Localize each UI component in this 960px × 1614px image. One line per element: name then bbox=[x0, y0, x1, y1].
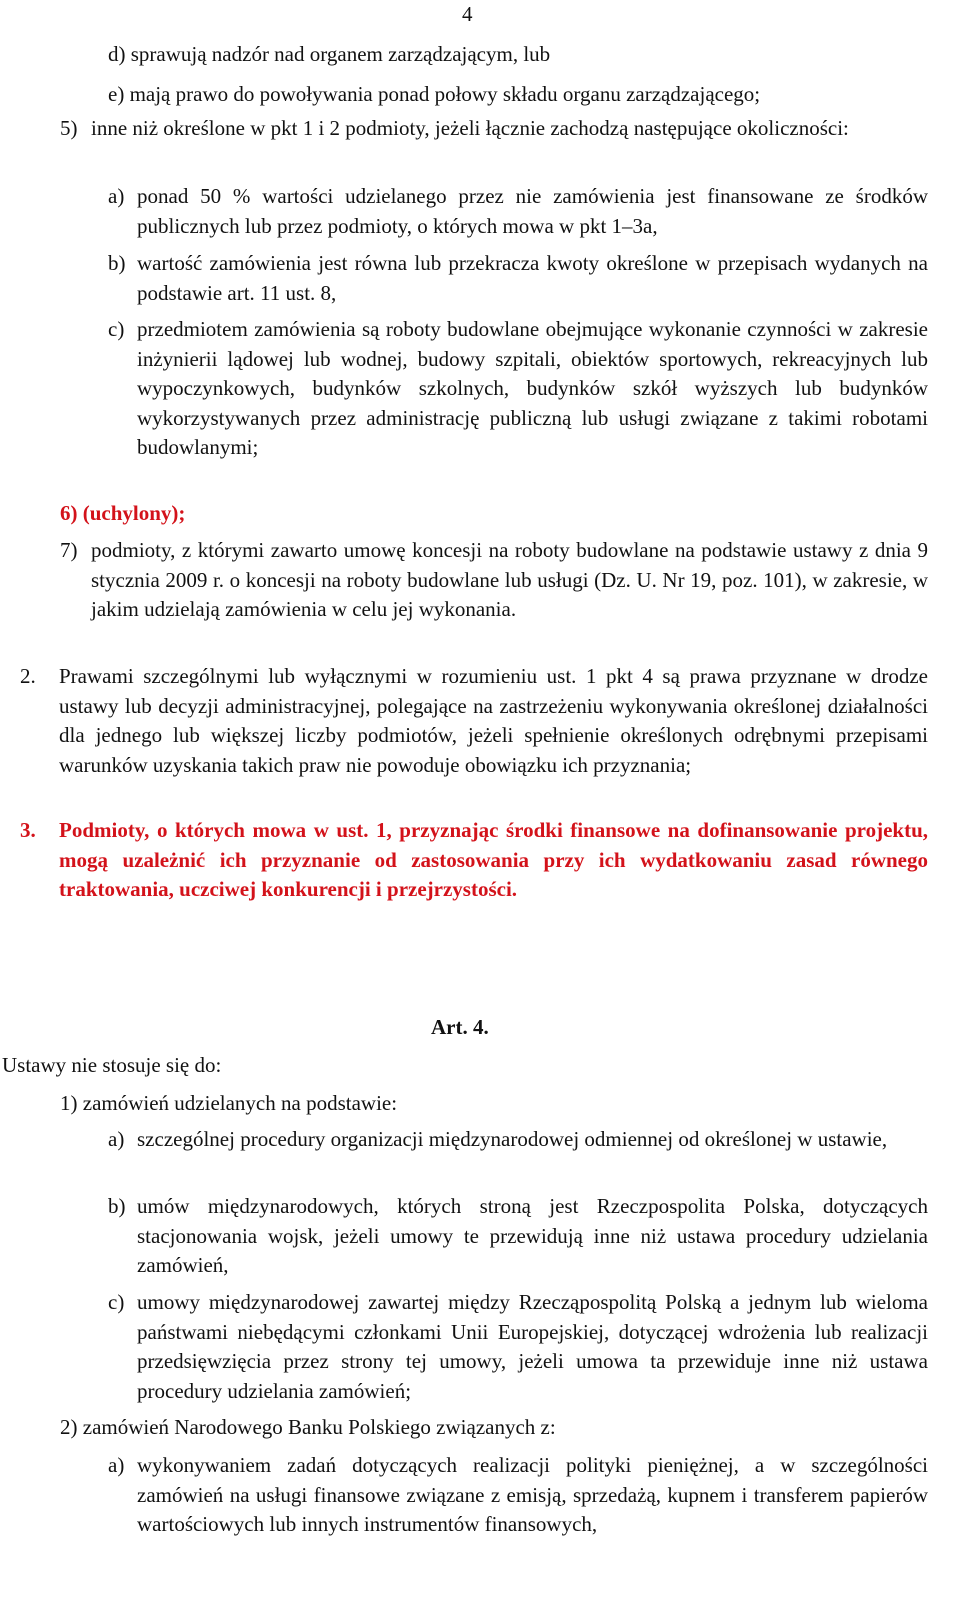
art-item-1a-text: szczególnej procedury organizacji międzynarodowej odmiennej od określonej w ustawie, bbox=[137, 1127, 888, 1151]
paragraph-2 bbox=[20, 662, 928, 780]
list-item-6: 6) (uchylony); bbox=[60, 501, 186, 525]
list-item-5a bbox=[108, 182, 928, 241]
paragraph-2-label: 2. bbox=[20, 664, 36, 688]
paragraph-2-text: Prawami szczególnymi lub wyłącznymi w rozumieniu ust. 1 pkt 4 są prawa przyznane w drodze ustawy lub decyzji administracyjnej, polegające na zastrzeżeniu wykonywania określonej działalności dla jednego lub większej liczby podmiotów, jeżeli spełnienie określonych odrębnymi przepisami warunków uzyskania takich praw nie powoduje obowiązku ich przyznania; bbox=[59, 664, 928, 777]
list-item-5 bbox=[60, 114, 928, 144]
art-item-1c bbox=[108, 1288, 928, 1406]
paragraph-3-text: Podmioty, o których mowa w ust. 1, przyznając środki finansowe na dofinansowanie projektu, mogą uzależnić ich przyznanie od zastosowania przy ich wydatkowaniu zasad równego traktowania, uczciwej konkurencji i przejrzystości. bbox=[59, 818, 928, 901]
list-item-e: e) mają prawo do powoływania ponad połowy składu organu zarządzającego; bbox=[108, 82, 761, 106]
list-item-5-text: inne niż określone w pkt 1 i 2 podmioty, jeżeli łącznie zachodzą następujące okoliczności: bbox=[91, 116, 849, 140]
art-item-1-label: 1) bbox=[60, 1091, 78, 1115]
page-number: 4 bbox=[462, 2, 473, 26]
art-item-1b-text: umów międzynarodowych, których stroną jest Rzeczpospolita Polska, dotyczących stacjonowania wojsk, jeżeli umowy te przewidują inne niż ustawa procedury udzielania zamówień, bbox=[137, 1194, 928, 1277]
list-item-5-label: 5) bbox=[60, 116, 78, 140]
paragraph-3 bbox=[20, 816, 928, 905]
list-item-5c-label: c) bbox=[108, 317, 125, 341]
art-item-1 bbox=[60, 1089, 397, 1119]
art-item-1b-label: b) bbox=[108, 1194, 126, 1218]
list-item-5b bbox=[108, 249, 928, 308]
art-item-2a bbox=[108, 1451, 928, 1540]
art-item-1a bbox=[108, 1125, 928, 1155]
list-item-5b-label: b) bbox=[108, 251, 126, 275]
list-item-7-text: podmioty, z którymi zawarto umowę koncesji na roboty budowlane na podstawie ustawy z dnia 9 stycznia 2009 r. o koncesji na roboty budowlane lub usługi (Dz. U. Nr 19, poz. 101), w zakresie, w jakim udzielają zamówienia w celu jej wykonania. bbox=[91, 538, 928, 621]
article-intro: Ustawy nie stosuje się do: bbox=[2, 1053, 222, 1077]
list-item-5a-text: ponad 50 % wartości udzielanego przez nie zamówienia jest finansowane ze środków publicznych lub przez podmioty, o których mowa w pkt 1–3a, bbox=[137, 184, 928, 238]
list-item-d: d) sprawują nadzór nad organem zarządzającym, lub bbox=[108, 42, 551, 66]
art-item-1c-text: umowy międzynarodowej zawartej między Rzecząpospolitą Polską a jednym lub wieloma państwami niebędącymi członkami Unii Europejskiej, dotyczącej wdrożenia lub realizacji przedsięwzięcia przez strony tej umowy, jeżeli umowa ta przewiduje inne niż ustawa procedury udzielania zamówień; bbox=[137, 1290, 928, 1403]
list-item-5c-text: przedmiotem zamówienia są roboty budowlane obejmujące wykonanie czynności w zakresie inżynierii lądowej lub wodnej, budowy szpitali, obiektów sportowych, rekreacyjnych lub wypoczynkowych, budynków szkolnych, budynków szkół wyższych lub budynków wykorzystywanych przez administrację publiczną lub usługi związane z takimi robotami budowlanymi; bbox=[137, 317, 928, 459]
art-item-1c-label: c) bbox=[108, 1290, 125, 1314]
art-item-1a-label: a) bbox=[108, 1127, 125, 1151]
art-item-2-text: zamówień Narodowego Banku Polskiego związanych z: bbox=[82, 1415, 556, 1439]
art-item-2-label: 2) bbox=[60, 1415, 78, 1439]
list-item-5b-text: wartość zamówienia jest równa lub przekracza kwoty określone w przepisach wydanych na podstawie art. 11 ust. 8, bbox=[137, 251, 928, 305]
list-item-7-label: 7) bbox=[60, 538, 78, 562]
article-title: Art. 4. bbox=[431, 1015, 489, 1039]
list-item-5a-label: a) bbox=[108, 184, 125, 208]
art-item-2a-text: wykonywaniem zadań dotyczących realizacji polityki pieniężnej, a w szczególności zamówień na usługi finansowe związane z emisją, sprzedażą, kupnem i transferem papierów wartościowych lub innych instrumentów finansowych, bbox=[137, 1453, 928, 1536]
art-item-2 bbox=[60, 1413, 556, 1443]
list-item-5c bbox=[108, 315, 928, 463]
art-item-2a-label: a) bbox=[108, 1453, 125, 1477]
art-item-1-text: zamówień udzielanych na podstawie: bbox=[82, 1091, 398, 1115]
paragraph-3-label: 3. bbox=[20, 818, 36, 842]
list-item-7 bbox=[60, 536, 928, 625]
art-item-1b bbox=[108, 1192, 928, 1281]
